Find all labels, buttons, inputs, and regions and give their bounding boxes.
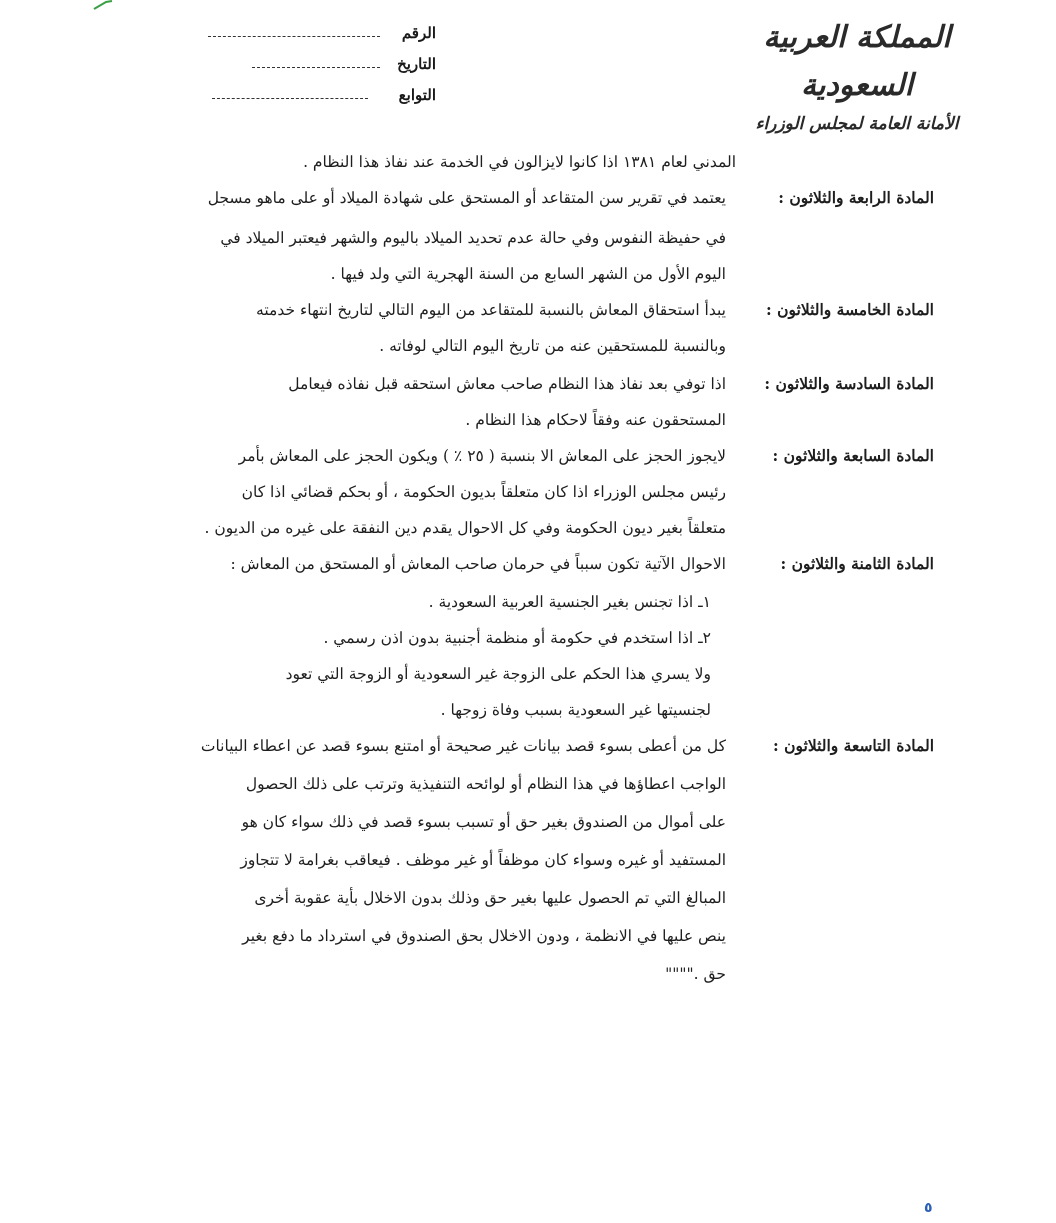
article-37-line-2: رئيس مجلس الوزراء اذا كان متعلقاً بديون الحكومة ، أو بحكم قضائي اذا كان [241, 483, 726, 501]
ref-attachments-line [212, 98, 368, 99]
article-35-line-2: وبالنسبة للمستحقين عنه من تاريخ اليوم التالي لوفاته . [379, 337, 726, 355]
ref-attachments-row [196, 82, 442, 113]
article-36-line-2: المستحقون عنه وفقاً لاحكام هذا النظام . [465, 411, 726, 429]
corner-mark-icon [92, 0, 114, 10]
article-35-heading: المادة الخامسة والثلاثون : [766, 300, 934, 319]
ref-date-label: التاريخ [397, 55, 436, 73]
article-38-item-2: ٢ـ اذا استخدم في حكومة أو منظمة أجنبية بدون اذن رسمي . [323, 629, 711, 647]
article-38-heading: المادة الثامنة والثلاثون : [780, 554, 934, 573]
article-38-line-5: لجنسيتها غير السعودية بسبب وفاة زوجها . [440, 701, 711, 719]
article-39-line-1: كل من أعطى بسوء قصد بيانات غير صحيحة أو امتنع بسوء قصد عن اعطاء البيانات [200, 737, 726, 755]
ref-date-line [252, 67, 380, 68]
article-38-line-1: الاحوال الآتية تكون سبباً في حرمان صاحب المعاش أو المستحق من المعاش : [230, 555, 726, 573]
article-34-line-3: اليوم الأول من الشهر السابع من السنة الهجرية التي ولد فيها . [330, 265, 726, 283]
article-35-line-1: يبدأ استحقاق المعاش بالنسبة للمتقاعد من اليوم التالي لتاريخ انتهاء خدمته [256, 301, 726, 319]
article-37-line-1: لايجوز الحجز على المعاش الا بنسبة ( ٢٥ ٪ ) ويكون الحجز على المعاش بأمر [238, 447, 726, 465]
article-37-heading: المادة السابعة والثلاثون : [772, 446, 934, 465]
article-39-heading: المادة التاسعة والثلاثون : [773, 736, 934, 755]
reference-fields [196, 20, 442, 113]
ref-number-line [208, 36, 380, 37]
article-38-item-1: ١ـ اذا تجنس بغير الجنسية العربية السعودية . [428, 593, 711, 611]
article-38-line-4: ولا يسري هذا الحكم على الزوجة غير السعودية أو الزوجة التي تعود [285, 665, 711, 683]
ref-number-label: الرقم [401, 24, 436, 42]
ref-attachments-label: التوابع [398, 86, 436, 104]
article-36-line-1: اذا توفي بعد نفاذ هذا النظام صاحب معاش استحقه قبل نفاذه فيعامل [288, 375, 726, 393]
letterhead-secretariat: الأمانة العامة لمجلس الوزراء [755, 114, 959, 134]
article-39-line-4: المستفيد أو غيره وسواء كان موظفاً أو غير موظف . فيعاقب بغرامة لا تتجاوز [240, 851, 726, 869]
intro-line: المدني لعام ١٣٨١ اذا كانوا لايزالون في الخدمة عند نفاذ هذا النظام . [303, 153, 736, 171]
ref-number-row [196, 20, 442, 51]
letterhead [722, 14, 992, 134]
article-39-line-6: ينص عليها في الانظمة ، ودون الاخلال بحق الصندوق في استرداد ما دفع بغير [242, 927, 726, 945]
article-34-heading: المادة الرابعة والثلاثون : [778, 188, 934, 207]
article-39-line-5: المبالغ التي تم الحصول عليها بغير حق وذلك بدون الاخلال بأية عقوبة أخرى [254, 889, 726, 907]
ref-date-row [196, 51, 442, 82]
article-34-line-1: يعتمد في تقرير سن المتقاعد أو المستحق على شهادة الميلاد أو على ماهو مسجل [207, 189, 726, 207]
article-34-line-2: في حفيظة النفوس وفي حالة عدم تحديد الميلاد باليوم والشهر فيعتبر الميلاد في [220, 229, 726, 247]
article-39-line-2: الواجب اعطاؤها في هذا النظام أو لوائحه التنفيذية وترتب على ذلك الحصول [245, 775, 726, 793]
article-37-line-3: متعلقاً بغير ديون الحكومة وفي كل الاحوال يقدم دين النفقة على غيره من الديون . [204, 519, 726, 537]
article-36-heading: المادة السادسة والثلاثون : [764, 374, 934, 393]
article-39-line-7: حق ."""" [665, 965, 726, 983]
page-number: ٥ [924, 1200, 933, 1216]
article-39-line-3: على أموال من الصندوق بغير حق أو تسبب بسوء قصد في ذلك سواء كان هو [241, 813, 726, 831]
letterhead-kingdom: المملكة العربية السعودية [763, 20, 951, 103]
